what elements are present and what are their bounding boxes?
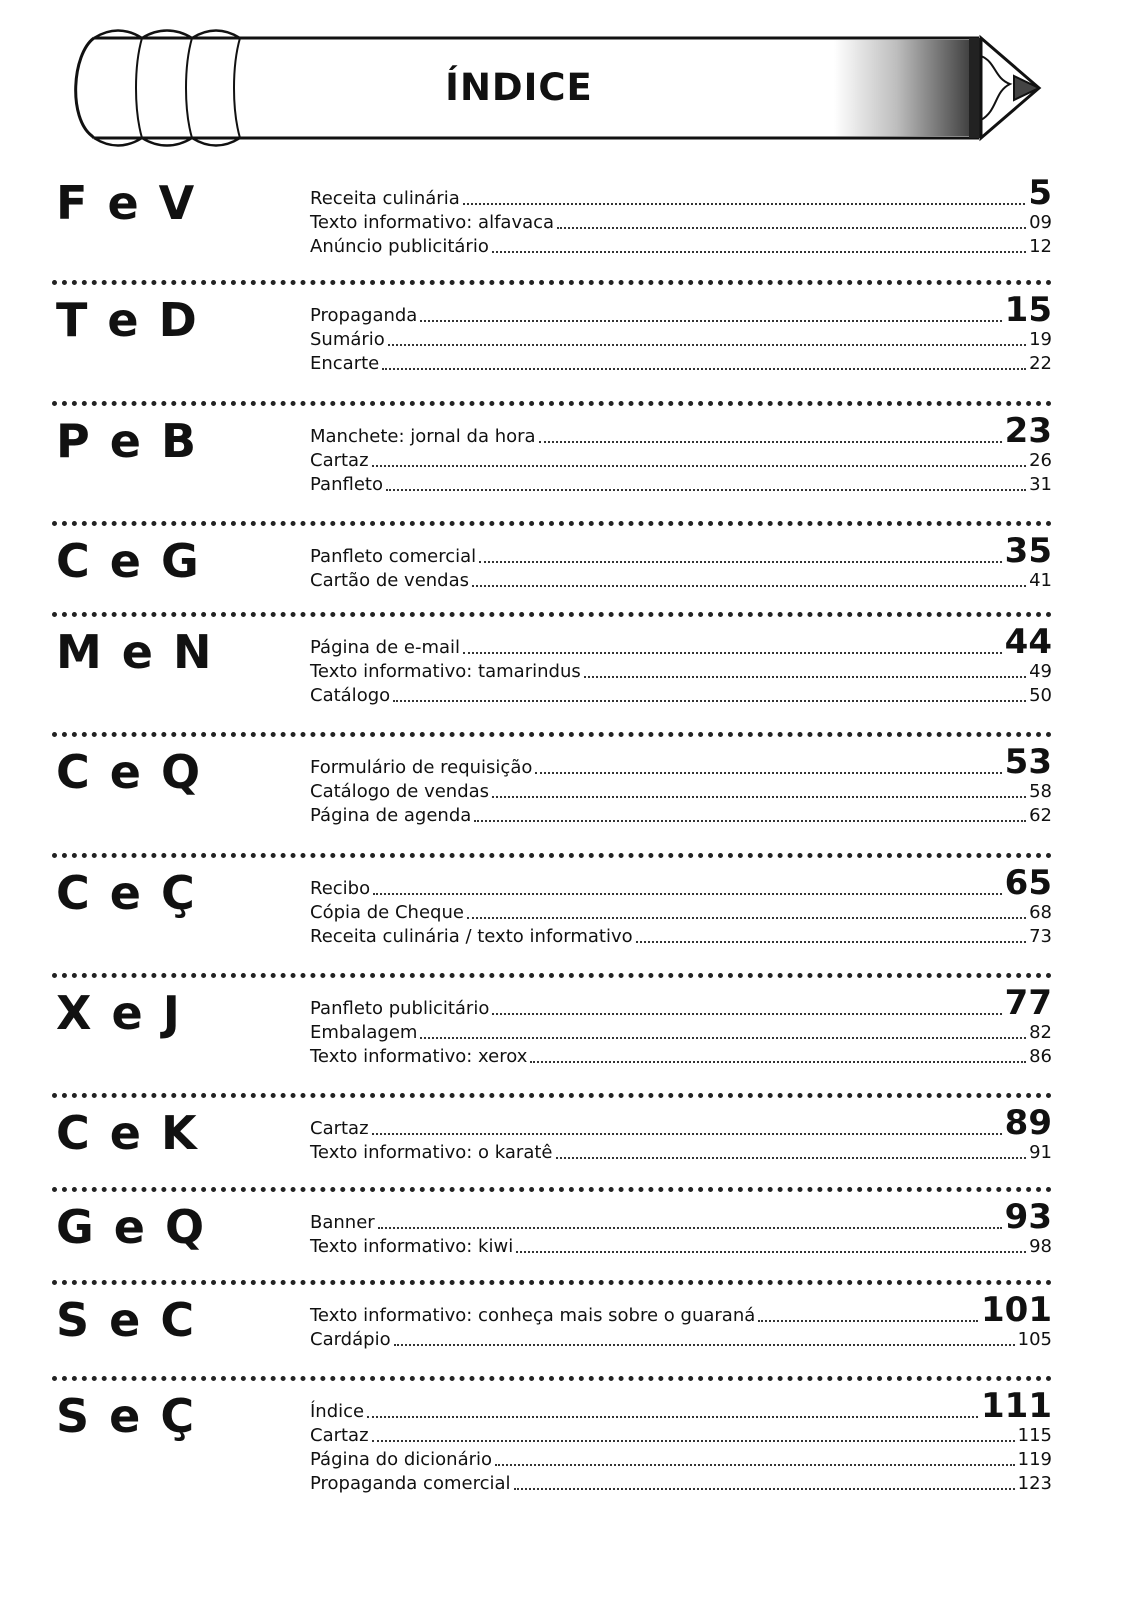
entry-page: 115 (1017, 1425, 1052, 1446)
entry-title: Texto informativo: kiwi (310, 1236, 514, 1257)
dot-leader (495, 1464, 1015, 1466)
entry-title: Propaganda (310, 305, 418, 326)
dot-leader (420, 1037, 1026, 1039)
dot-leader (514, 1488, 1015, 1490)
index-entry (310, 742, 1052, 782)
dot-leader (378, 1227, 1002, 1229)
entry-page: 41 (1029, 570, 1052, 591)
section-entries (310, 1104, 1052, 1164)
dot-leader (467, 917, 1026, 919)
index-entry (310, 1290, 1052, 1330)
entry-page: 101 (981, 1290, 1052, 1330)
index-entry (310, 210, 1052, 234)
dot-leader (758, 1320, 978, 1322)
entry-title: Página de agenda (310, 805, 472, 826)
entry-title: Receita culinária (310, 188, 460, 209)
index-section (52, 1098, 1052, 1192)
entry-page: 111 (981, 1386, 1052, 1426)
entry-page: 19 (1029, 329, 1052, 350)
section-entries (310, 291, 1052, 375)
entry-page: 15 (1004, 290, 1052, 330)
dot-leader (492, 796, 1026, 798)
dot-leader (386, 489, 1026, 491)
entry-title: Texto informativo: o karatê (310, 1142, 553, 1163)
index-entry (310, 351, 1052, 375)
index-entry (310, 568, 1052, 592)
dot-leader (557, 227, 1026, 229)
entry-title: Formulário de requisição (310, 757, 533, 778)
index-entry (310, 173, 1052, 213)
section-entries (310, 174, 1052, 258)
index-entry (310, 1447, 1052, 1471)
index-entry (310, 983, 1052, 1023)
entry-page: 68 (1029, 902, 1052, 923)
section-entries (310, 864, 1052, 948)
entry-title: Embalagem (310, 1022, 418, 1043)
section-entries (310, 1387, 1052, 1495)
index-section (52, 1381, 1052, 1531)
entry-page: 09 (1029, 212, 1052, 233)
index-section (52, 617, 1052, 737)
entry-page: 65 (1004, 863, 1052, 903)
entry-title: Encarte (310, 353, 380, 374)
dot-leader (492, 251, 1026, 253)
dot-leader (420, 320, 1001, 322)
entry-page: 35 (1004, 531, 1052, 571)
section-entries (310, 623, 1052, 707)
entry-title: Página do dicionário (310, 1449, 493, 1470)
index-entry (310, 622, 1052, 662)
entry-page: 86 (1029, 1046, 1052, 1067)
entry-page: 49 (1029, 661, 1052, 682)
entry-page: 58 (1029, 781, 1052, 802)
pencil-banner (64, 26, 1064, 156)
entry-page: 5 (1028, 173, 1052, 213)
index-entry (310, 683, 1052, 707)
entry-title: Texto informativo: tamarindus (310, 661, 581, 682)
index-section (52, 168, 1052, 285)
section-letters: S e Ç (56, 1389, 197, 1443)
index-entry (310, 1386, 1052, 1426)
entry-title: Texto informativo: xerox (310, 1046, 528, 1067)
index-entry (310, 779, 1052, 803)
dot-leader (463, 652, 1002, 654)
entry-title: Recibo (310, 878, 371, 899)
entry-page: 119 (1017, 1449, 1052, 1470)
index-entry (310, 1234, 1052, 1258)
section-letters: X e J (56, 986, 182, 1040)
dot-leader (539, 441, 1002, 443)
entry-title: Cartaz (310, 450, 369, 471)
entry-title: Cópia de Cheque (310, 902, 464, 923)
entry-page: 44 (1004, 622, 1052, 662)
section-letters: T e D (56, 293, 199, 347)
index-entry (310, 659, 1052, 683)
entry-page: 31 (1029, 474, 1052, 495)
entry-title: Cartaz (310, 1425, 369, 1446)
entry-page: 53 (1004, 742, 1052, 782)
index-entry (310, 803, 1052, 827)
section-entries (310, 532, 1052, 592)
entry-page: 77 (1004, 983, 1052, 1023)
entry-page: 91 (1029, 1142, 1052, 1163)
index-entry (310, 1423, 1052, 1447)
dot-leader (584, 676, 1026, 678)
entry-title: Sumário (310, 329, 385, 350)
dot-leader (516, 1251, 1026, 1253)
entry-title: Catálogo de vendas (310, 781, 490, 802)
dot-leader (535, 772, 1001, 774)
dot-leader (367, 1416, 978, 1418)
index-entry (310, 924, 1052, 948)
entry-page: 89 (1004, 1103, 1052, 1143)
index-entry (310, 448, 1052, 472)
entry-page: 98 (1029, 1236, 1052, 1257)
section-letters: M e N (56, 625, 214, 679)
entry-title: Índice (310, 1401, 365, 1422)
index-section (52, 1192, 1052, 1285)
index-entry (310, 863, 1052, 903)
entry-page: 22 (1029, 353, 1052, 374)
entry-page: 50 (1029, 685, 1052, 706)
index-section (52, 978, 1052, 1098)
entry-title: Cartão de vendas (310, 570, 470, 591)
section-letters: C e Q (56, 745, 203, 799)
section-entries (310, 1291, 1052, 1351)
entry-title: Texto informativo: alfavaca (310, 212, 555, 233)
dot-leader (636, 941, 1026, 943)
dot-leader (463, 203, 1026, 205)
entry-page: 23 (1004, 411, 1052, 451)
entry-page: 73 (1029, 926, 1052, 947)
entry-title: Panfleto comercial (310, 546, 477, 567)
index-entry (310, 1197, 1052, 1237)
entry-title: Texto informativo: conheça mais sobre o guaraná (310, 1305, 756, 1326)
entry-page: 105 (1017, 1329, 1052, 1350)
dot-leader (388, 344, 1026, 346)
entry-title: Receita culinária / texto informativo (310, 926, 633, 947)
dot-leader (372, 1133, 1002, 1135)
dot-leader (492, 1013, 1001, 1015)
section-entries (310, 984, 1052, 1068)
section-letters: P e B (56, 414, 199, 468)
dot-leader (479, 561, 1002, 563)
section-entries (310, 743, 1052, 827)
index-entry (310, 531, 1052, 571)
dot-leader (474, 820, 1026, 822)
index-entry (310, 900, 1052, 924)
dot-leader (393, 700, 1026, 702)
dot-leader (530, 1061, 1026, 1063)
index-section (52, 1285, 1052, 1381)
index-section (52, 406, 1052, 526)
entry-title: Panfleto (310, 474, 383, 495)
index-sections (52, 168, 1052, 1531)
entry-title: Cartaz (310, 1118, 369, 1139)
index-entry (310, 411, 1052, 451)
index-entry (310, 1471, 1052, 1495)
index-entry (310, 1103, 1052, 1143)
section-letters: C e K (56, 1106, 199, 1160)
dot-leader (394, 1344, 1015, 1346)
entry-title: Banner (310, 1212, 375, 1233)
section-letters: F e V (56, 176, 197, 230)
index-section (52, 285, 1052, 406)
index-entry (310, 1327, 1052, 1351)
entry-title: Propaganda comercial (310, 1473, 511, 1494)
dot-leader (472, 585, 1026, 587)
index-entry (310, 290, 1052, 330)
entry-page: 62 (1029, 805, 1052, 826)
entry-title: Cardápio (310, 1329, 391, 1350)
index-section (52, 858, 1052, 978)
index-entry (310, 1140, 1052, 1164)
entry-page: 26 (1029, 450, 1052, 471)
section-letters: S e C (56, 1293, 197, 1347)
index-section (52, 526, 1052, 617)
section-entries (310, 412, 1052, 496)
entry-page: 123 (1017, 1473, 1052, 1494)
entry-page: 12 (1029, 236, 1052, 257)
dot-leader (373, 893, 1002, 895)
index-section (52, 737, 1052, 858)
section-entries (310, 1198, 1052, 1258)
index-entry (310, 1044, 1052, 1068)
dot-leader (556, 1157, 1027, 1159)
entry-page: 82 (1029, 1022, 1052, 1043)
entry-page: 93 (1004, 1197, 1052, 1237)
page-title: ÍNDICE (445, 66, 593, 109)
entry-title: Catálogo (310, 685, 391, 706)
entry-title: Panfleto publicitário (310, 998, 490, 1019)
index-entry (310, 327, 1052, 351)
dot-leader (372, 1440, 1015, 1442)
index-entry (310, 1020, 1052, 1044)
entry-title: Anúncio publicitário (310, 236, 489, 257)
entry-title: Manchete: jornal da hora (310, 426, 536, 447)
dot-leader (372, 465, 1027, 467)
index-entry (310, 472, 1052, 496)
section-letters: C e Ç (56, 866, 197, 920)
dot-leader (382, 368, 1026, 370)
entry-title: Página de e-mail (310, 637, 461, 658)
section-letters: G e Q (56, 1200, 207, 1254)
index-entry (310, 234, 1052, 258)
section-letters: C e G (56, 534, 201, 588)
